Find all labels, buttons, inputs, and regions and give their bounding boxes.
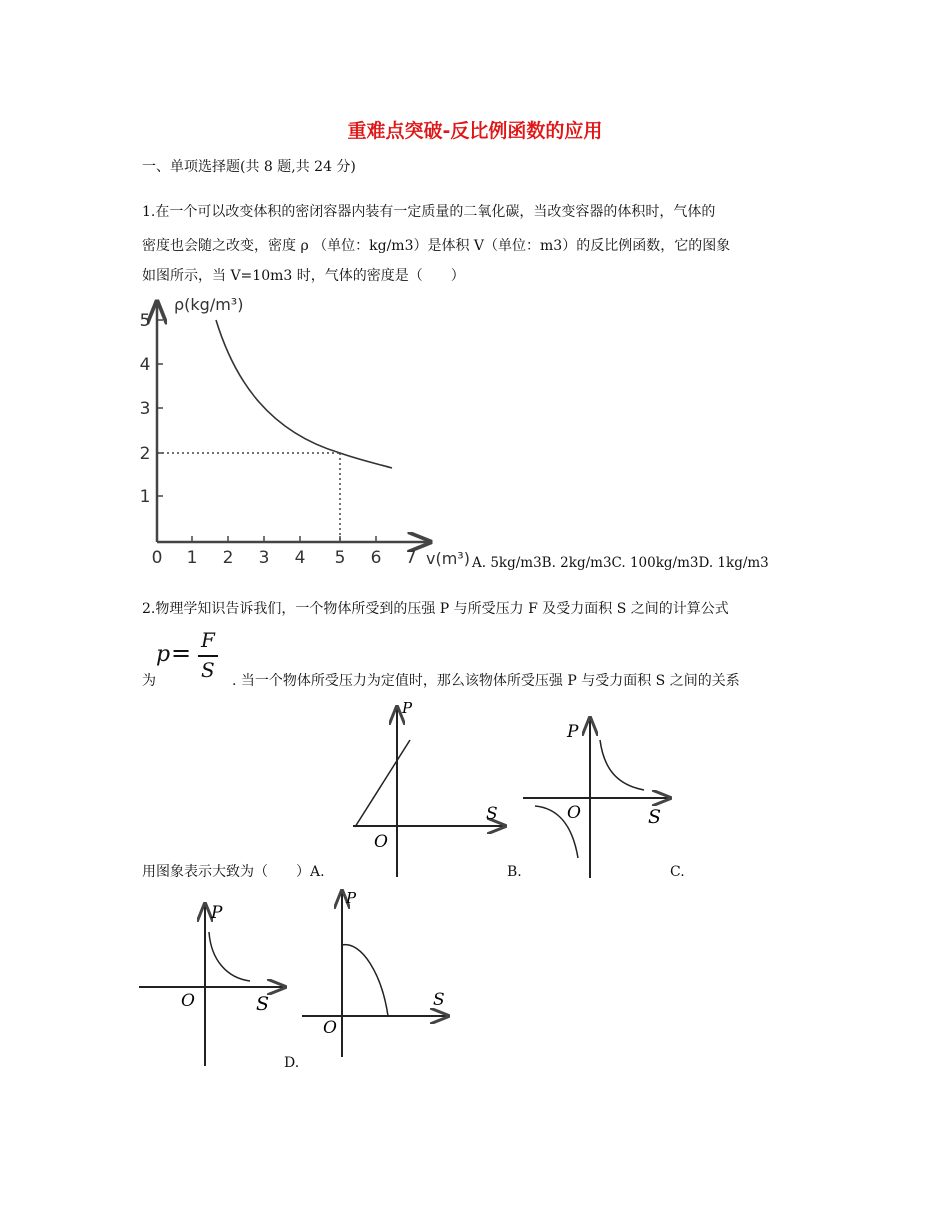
axis-label-p: P (402, 699, 413, 717)
graph-option-d (300, 885, 460, 1060)
graph-option-a (345, 695, 515, 880)
origin-label: O (567, 803, 581, 823)
q2-line-2-prefix: 为 (142, 673, 156, 689)
x-tick-label: 2 (222, 548, 234, 568)
q1-line-2: 密度也会随之改变，密度 ρ （单位：kg/m3）是体积 V（单位：m3）的反比例函数，它的图象 (142, 238, 731, 254)
q1-line-1: 1.在一个可以改变体积的密闭容器内装有一定质量的二氧化碳，当改变容器的体积时，气体的 (142, 204, 716, 220)
formula-lhs: p (156, 642, 171, 667)
axis-label-s: S (648, 806, 662, 828)
option-d-label: D. (284, 1055, 300, 1071)
q1-density-graph (130, 292, 480, 574)
y-tick-label: 2 (139, 444, 151, 464)
hyperbola-branch-positive (600, 740, 644, 790)
y-tick-label: 1 (139, 487, 151, 507)
option-b-label: B. (507, 864, 522, 880)
x-axis-label: v(m³) (426, 549, 470, 568)
pressure-formula (154, 630, 224, 688)
q1-options: A. 5kg/m3B. 2kg/m3C. 100kg/m3D. 1kg/m3 (472, 555, 769, 571)
axis-label-s: S (256, 993, 270, 1015)
formula-denominator: S (201, 658, 215, 682)
x-tick-label: 7 (405, 548, 417, 568)
axis-label-p: P (567, 722, 579, 742)
origin-label: O (374, 832, 388, 852)
section-heading: 一、单项选择题(共 8 题,共 24 分) (142, 159, 356, 175)
option-c-label: C. (670, 864, 685, 880)
y-tick-label: 4 (139, 355, 151, 375)
q2-line-2: . 当一个物体所受压力为定值时，那么该物体所受压强 P 与受力面积 S 之间的关系 (232, 673, 740, 689)
q2-line-3: 用图象表示大致为（ ）A. (142, 864, 325, 880)
origin-label: O (323, 1018, 337, 1038)
x-tick-label: 6 (370, 548, 382, 568)
formula-numerator: F (201, 628, 215, 652)
decreasing-arc (342, 945, 388, 1016)
y-tick-label: 5 (139, 311, 151, 331)
axis-label-p: P (211, 903, 223, 923)
graph-option-b (520, 710, 680, 880)
y-axis-label: ρ(kg/m³) (174, 295, 244, 314)
axis-label-s: S (433, 990, 445, 1010)
hyperbola-branch (209, 932, 250, 981)
x-tick-label: 0 (151, 548, 163, 568)
graph-option-c (137, 898, 297, 1070)
axis-label-p: P (346, 889, 357, 907)
linear-graph-line (355, 740, 410, 827)
fraction-bar (198, 655, 218, 657)
formula-equals: = (171, 639, 192, 667)
y-tick-label: 3 (139, 399, 151, 419)
origin-label: O (181, 991, 195, 1011)
x-tick-label: 3 (258, 548, 270, 568)
x-tick-label: 4 (294, 548, 306, 568)
page-title: 重难点突破-反比例函数的应用 (347, 120, 603, 142)
density-curve (216, 320, 392, 468)
q2-line-1: 2.物理学知识告诉我们，一个物体所受到的压强 P 与所受压力 F 及受力面积 S 之间的计算公式 (142, 601, 729, 617)
axis-label-s: S (486, 804, 498, 824)
q1-line-3: 如图所示，当 V=10m3 时，气体的密度是（ ） (142, 268, 465, 284)
x-tick-label: 5 (334, 548, 346, 568)
x-tick-label: 1 (186, 548, 198, 568)
